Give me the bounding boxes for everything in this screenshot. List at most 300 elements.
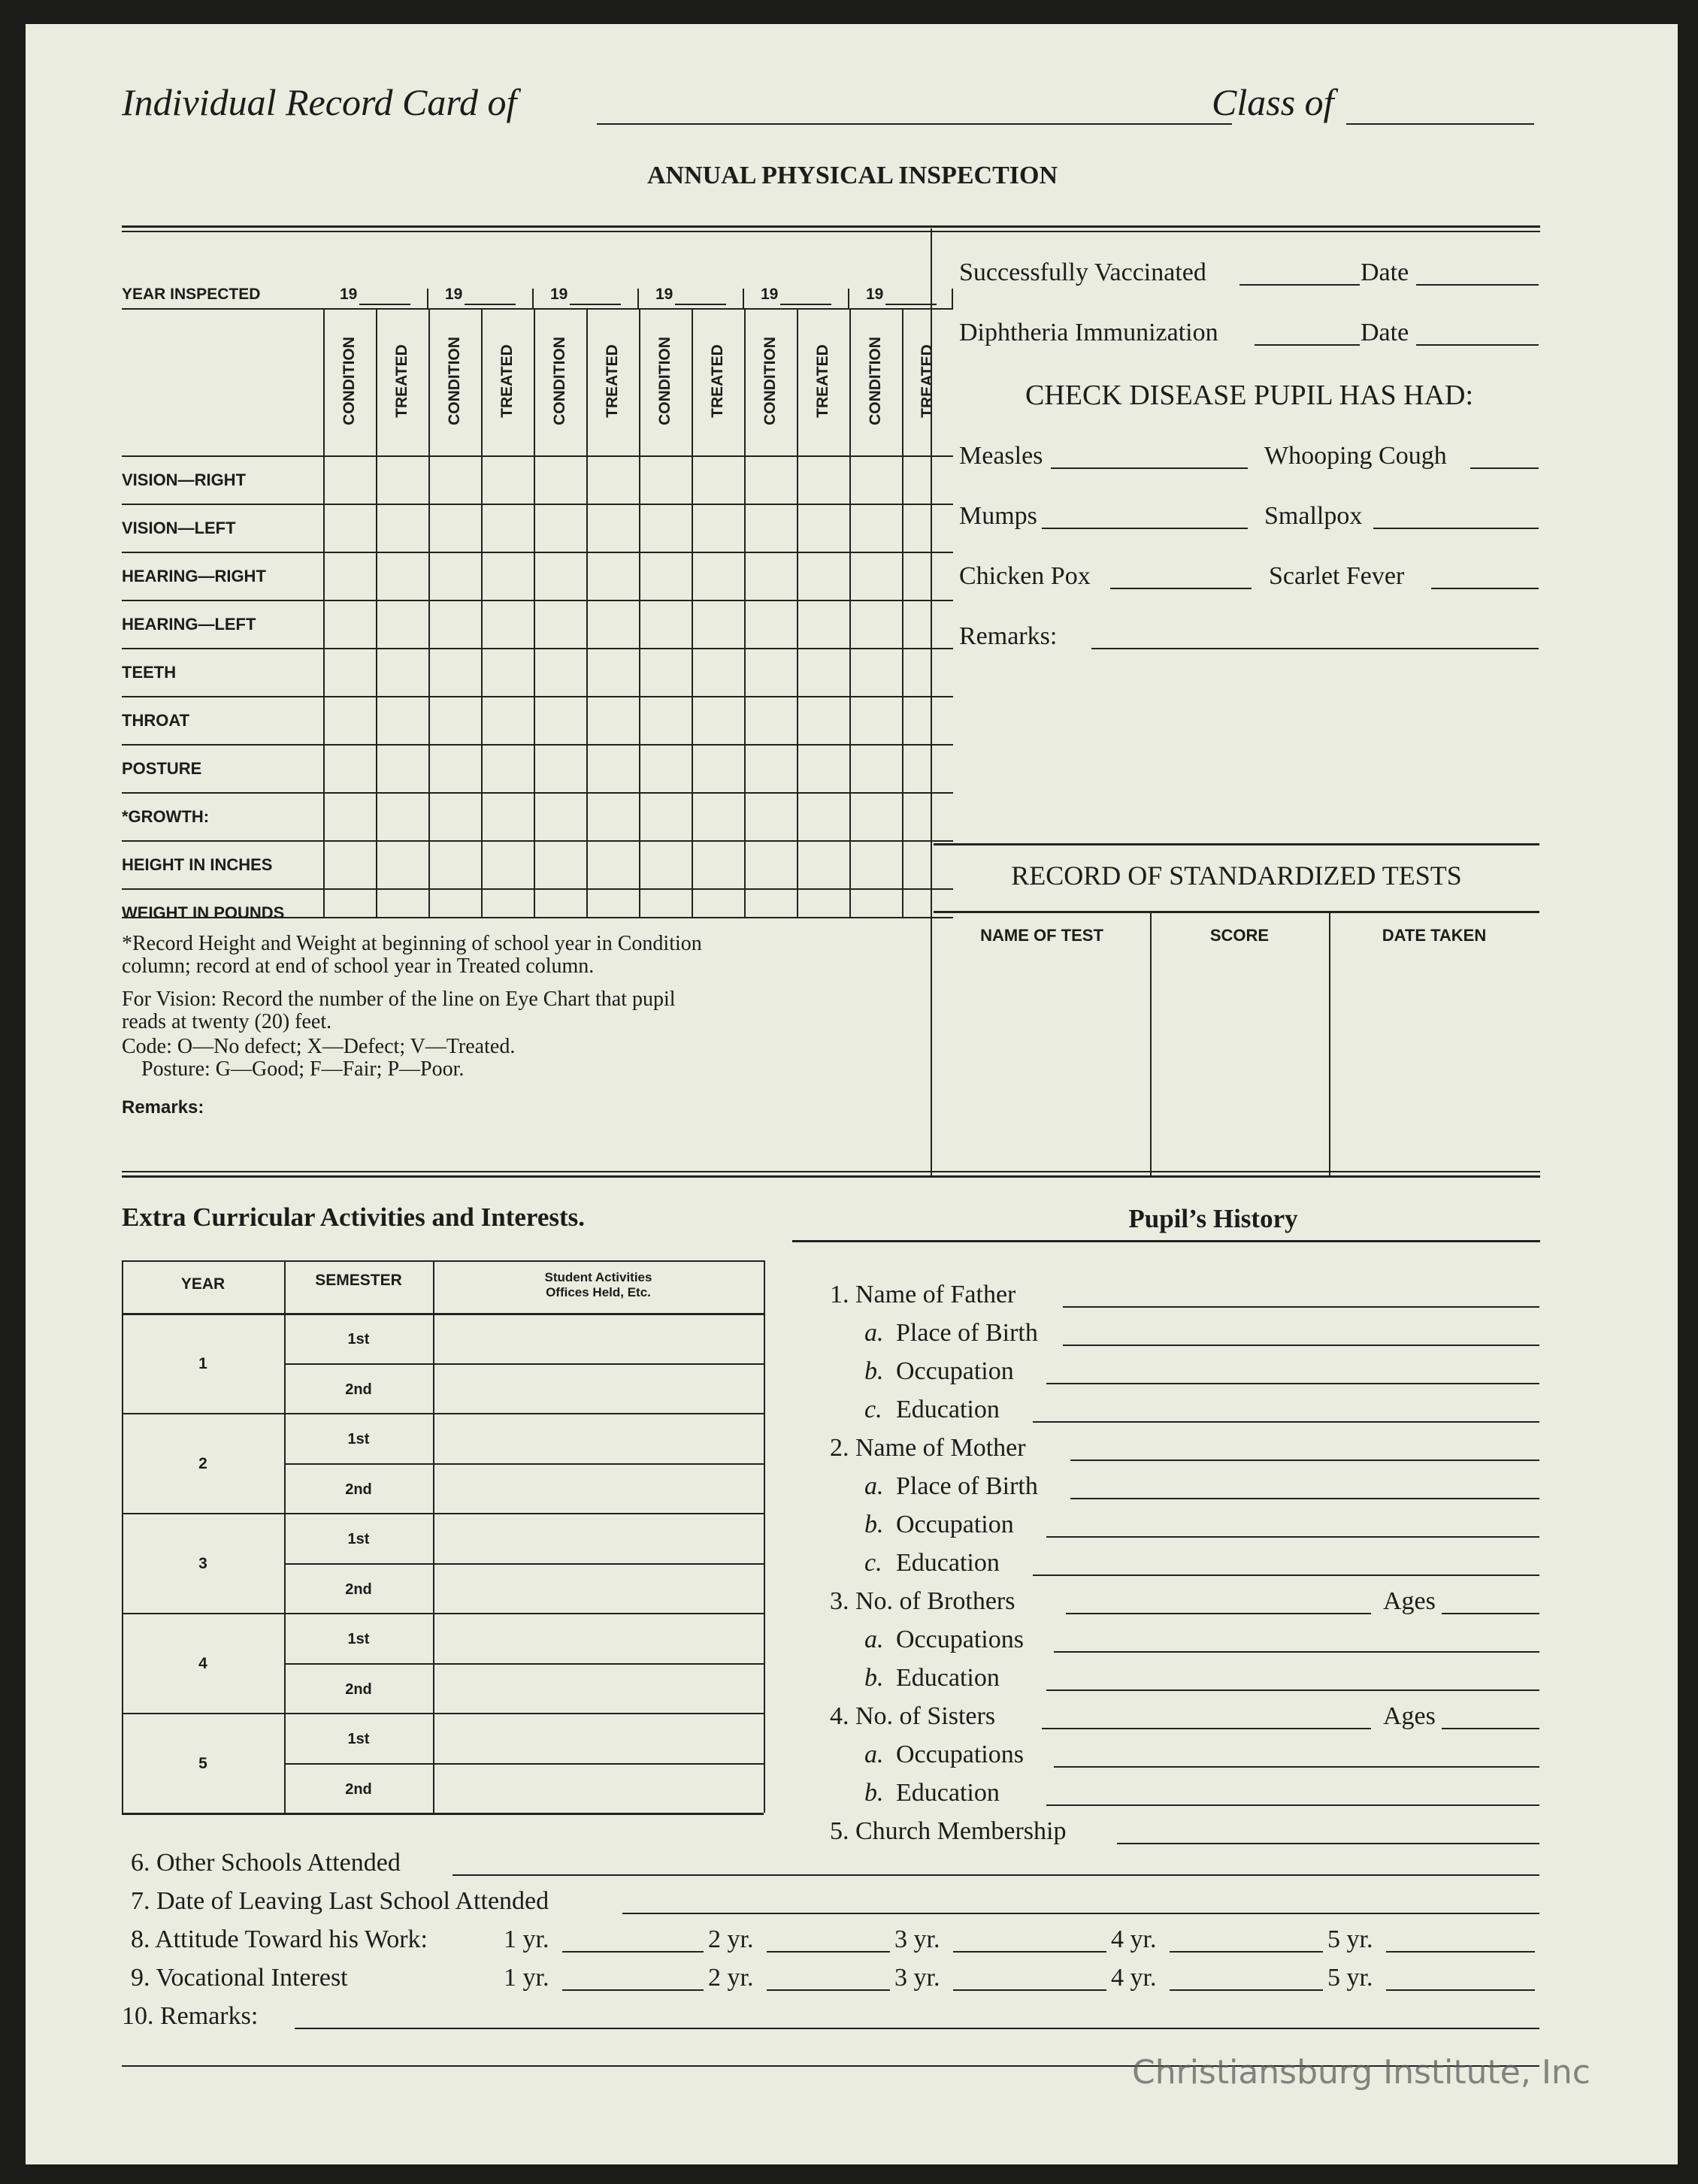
- history-fill-line[interactable]: [1033, 1574, 1539, 1576]
- grid-col-header-condition: CONDITION: [551, 337, 568, 425]
- year-fill-line[interactable]: [1170, 1951, 1323, 1953]
- note-line-1: *Record Height and Weight at beginning of school year in Condition: [122, 932, 702, 955]
- activity-semester: 1st: [347, 1331, 370, 1348]
- grid-cell[interactable]: [376, 888, 428, 936]
- activity-year: 3: [198, 1555, 207, 1572]
- year-fill-line[interactable]: [570, 304, 621, 305]
- note-line-3: For Vision: Record the number of the line on Eye Chart that pupil: [122, 988, 676, 1011]
- scarlet-fever-line[interactable]: [1431, 588, 1539, 589]
- year-fill-line[interactable]: [1386, 1989, 1535, 1991]
- activity-year: 5: [198, 1755, 207, 1772]
- record-card: [26, 24, 1678, 2164]
- grid-col-header-treated: TREATED: [393, 344, 410, 418]
- question-8: 8. Attitude Toward his Work:: [131, 1925, 428, 1953]
- history-sub-label: Education: [896, 1396, 1000, 1423]
- grid-cell[interactable]: [902, 648, 953, 696]
- grid-cell[interactable]: [639, 888, 692, 936]
- grid-cell[interactable]: [323, 455, 376, 504]
- grid-cell[interactable]: [428, 744, 481, 792]
- grid-cell[interactable]: [323, 600, 376, 648]
- grid-cell[interactable]: [428, 888, 481, 936]
- grid-cell[interactable]: [323, 552, 376, 600]
- activity-cell[interactable]: [433, 1463, 764, 1514]
- disease-whooping-cough: Whooping Cough: [1264, 442, 1447, 470]
- grid-cell[interactable]: [902, 504, 953, 552]
- history-fill-line[interactable]: [1063, 1306, 1539, 1308]
- grid-cell[interactable]: [428, 504, 481, 552]
- grid-cell[interactable]: [586, 504, 639, 552]
- grid-col-header-condition: CONDITION: [656, 337, 673, 425]
- grid-cell[interactable]: [323, 840, 376, 888]
- history-sub-label: Place of Birth: [896, 1319, 1038, 1347]
- question-9: 9. Vocational Interest: [131, 1964, 348, 1992]
- history-sub-label: Occupation: [896, 1357, 1014, 1385]
- grid-cell[interactable]: [902, 455, 953, 504]
- tests-divider-2: [1329, 911, 1330, 1175]
- year-label: 19: [445, 286, 463, 303]
- year-fill-line[interactable]: [780, 304, 831, 305]
- activity-cell[interactable]: [433, 1513, 764, 1563]
- grid-cell[interactable]: [323, 648, 376, 696]
- grid-cell[interactable]: [692, 888, 744, 936]
- year-divider: [743, 289, 744, 308]
- year-label: 4 yr.: [1111, 1925, 1157, 1953]
- history-sub-label: Education: [896, 1779, 1000, 1807]
- grid-cell[interactable]: [849, 840, 902, 888]
- grid-cell[interactable]: [428, 696, 481, 744]
- activity-year: 4: [198, 1655, 207, 1672]
- history-sub-marker: b.: [864, 1511, 884, 1538]
- grid-cell[interactable]: [323, 744, 376, 792]
- grid-cell[interactable]: [902, 600, 953, 648]
- grid-cell[interactable]: [744, 696, 797, 744]
- grid-cell[interactable]: [534, 792, 586, 840]
- year-label: 1 yr.: [504, 1925, 549, 1953]
- grid-cell[interactable]: [849, 552, 902, 600]
- grid-cell[interactable]: [797, 504, 849, 552]
- history-fill-line[interactable]: [1046, 1383, 1539, 1384]
- history-fill-line[interactable]: [1046, 1536, 1539, 1538]
- disease-mumps: Mumps: [959, 502, 1037, 530]
- table-top-rule: [122, 1260, 764, 1262]
- history-fill-line[interactable]: [1070, 1498, 1539, 1499]
- grid-cell[interactable]: [797, 696, 849, 744]
- year-fill-line[interactable]: [1170, 1989, 1323, 1991]
- grid-cell[interactable]: [692, 744, 744, 792]
- history-sub-marker: b.: [864, 1779, 884, 1807]
- grid-cell[interactable]: [586, 600, 639, 648]
- activity-semester: 1st: [347, 1531, 370, 1547]
- activity-cell[interactable]: [433, 1613, 764, 1663]
- activity-cell[interactable]: [433, 1663, 764, 1714]
- health-remarks-label: Remarks:: [959, 622, 1058, 650]
- grid-row-label: TEETH: [122, 663, 177, 682]
- history-question: 5. Church Membership: [830, 1817, 1067, 1845]
- grid-cell[interactable]: [534, 840, 586, 888]
- grid-cell[interactable]: [323, 888, 376, 936]
- grid-cell[interactable]: [534, 648, 586, 696]
- grid-cell[interactable]: [586, 840, 639, 888]
- class-label: Class of: [1212, 81, 1334, 123]
- grid-row-label: HEARING—RIGHT: [122, 567, 266, 585]
- year-label: 3 yr.: [894, 1925, 940, 1953]
- year-fill-line[interactable]: [675, 304, 726, 305]
- grid-cell[interactable]: [481, 455, 534, 504]
- history-fill-line[interactable]: [1063, 1345, 1539, 1346]
- grid-cell[interactable]: [692, 455, 744, 504]
- watermark: Christiansburg Institute, Inc: [1132, 2053, 1591, 2092]
- grid-cell[interactable]: [902, 744, 953, 792]
- grid-cell[interactable]: [586, 888, 639, 936]
- note-line-4: reads at twenty (20) feet.: [122, 1010, 332, 1033]
- history-sub-marker: c.: [864, 1396, 882, 1423]
- vaccinated-line[interactable]: [1239, 284, 1360, 286]
- vaccinated-label: Successfully Vaccinated: [959, 259, 1206, 286]
- year-fill-line[interactable]: [359, 304, 410, 305]
- history-fill-line[interactable]: [1042, 1728, 1371, 1729]
- grid-row-label: HEIGHT IN INCHES: [122, 855, 273, 874]
- history-sub-marker: a.: [864, 1626, 884, 1653]
- grid-cell[interactable]: [692, 696, 744, 744]
- history-fill-line[interactable]: [1066, 1613, 1371, 1614]
- grid-cell[interactable]: [376, 455, 428, 504]
- history-fill-line[interactable]: [1046, 1804, 1539, 1806]
- year-fill-line[interactable]: [953, 1989, 1106, 1991]
- rule-top: [122, 225, 1540, 228]
- grid-cell[interactable]: [534, 888, 586, 936]
- history-fill-line[interactable]: [1070, 1460, 1539, 1461]
- year-rule: [122, 1813, 764, 1815]
- question-6: 6. Other Schools Attended: [131, 1849, 401, 1877]
- grid-cell[interactable]: [744, 648, 797, 696]
- grid-cell[interactable]: [744, 888, 797, 936]
- diphtheria-date-label: Date: [1361, 319, 1409, 346]
- col-year: YEAR: [180, 1275, 225, 1293]
- grid-cell[interactable]: [744, 455, 797, 504]
- grid-cell[interactable]: [744, 504, 797, 552]
- tests-rule-top: [934, 843, 1539, 845]
- history-sub-marker: b.: [864, 1664, 884, 1692]
- tests-title: RECORD OF STANDARDIZED TESTS: [1011, 861, 1462, 891]
- year-divider: [952, 289, 953, 308]
- year-fill-line[interactable]: [562, 1951, 704, 1953]
- year-fill-line[interactable]: [465, 304, 516, 305]
- grid-cell[interactable]: [534, 455, 586, 504]
- q10-line[interactable]: [295, 2028, 1539, 2029]
- grid-cell[interactable]: [639, 552, 692, 600]
- history-fill-line[interactable]: [1054, 1651, 1539, 1653]
- activity-cell[interactable]: [433, 1413, 764, 1463]
- year-label: 19: [340, 286, 358, 303]
- grid-cell[interactable]: [376, 744, 428, 792]
- year-label: 4 yr.: [1111, 1964, 1157, 1992]
- grid-col-header-treated: TREATED: [604, 344, 621, 418]
- grid-cell[interactable]: [481, 888, 534, 936]
- year-label: 19: [655, 286, 673, 303]
- history-sub-marker: a.: [864, 1741, 884, 1768]
- q6-line[interactable]: [452, 1874, 1539, 1876]
- grid-row-label: VISION—RIGHT: [122, 470, 247, 489]
- tests-col-date: DATE TAKEN: [1382, 926, 1487, 945]
- rule-mid: [122, 1171, 1540, 1172]
- grid-cell[interactable]: [534, 504, 586, 552]
- grid-cell[interactable]: [481, 600, 534, 648]
- grid-cell[interactable]: [797, 648, 849, 696]
- measles-line[interactable]: [1051, 467, 1248, 469]
- year-fill-line[interactable]: [885, 304, 937, 305]
- grid-cell[interactable]: [428, 792, 481, 840]
- history-question: 2. Name of Mother: [830, 1434, 1026, 1462]
- history-question: 1. Name of Father: [830, 1281, 1016, 1308]
- grid-cell[interactable]: [534, 552, 586, 600]
- grid-cell[interactable]: [797, 792, 849, 840]
- grid-cell[interactable]: [586, 552, 639, 600]
- grid-cell[interactable]: [639, 600, 692, 648]
- year-fill-line[interactable]: [767, 1951, 890, 1953]
- grid-cell[interactable]: [481, 552, 534, 600]
- health-remarks-line[interactable]: [1091, 648, 1539, 649]
- grid-cell[interactable]: [902, 792, 953, 840]
- activity-cell[interactable]: [433, 1313, 764, 1363]
- grid-row-label: POSTURE: [122, 759, 202, 778]
- grid-cell[interactable]: [639, 792, 692, 840]
- grid-cell[interactable]: [376, 504, 428, 552]
- rule-top-2: [122, 231, 1540, 232]
- activity-semester: 2nd: [345, 1581, 372, 1598]
- year-divider: [637, 289, 639, 308]
- history-sub-marker: a.: [864, 1472, 884, 1500]
- history-fill-line[interactable]: [1117, 1843, 1539, 1844]
- grid-col-header-treated: TREATED: [498, 344, 516, 418]
- history-fill-line[interactable]: [1054, 1766, 1539, 1768]
- grid-cell[interactable]: [849, 504, 902, 552]
- year-label: 5 yr.: [1327, 1964, 1373, 1992]
- grid-cell[interactable]: [744, 792, 797, 840]
- history-sub-label: Occupations: [896, 1626, 1024, 1653]
- grid-cell[interactable]: [692, 552, 744, 600]
- activity-semester: 2nd: [345, 1780, 372, 1798]
- activities-title: Extra Curricular Activities and Interests.: [122, 1202, 586, 1232]
- grid-cell[interactable]: [692, 600, 744, 648]
- activity-cell[interactable]: [433, 1713, 764, 1763]
- question-7: 7. Date of Leaving Last School Attended: [131, 1887, 549, 1915]
- history-ages-line[interactable]: [1442, 1728, 1539, 1729]
- year-fill-line[interactable]: [1386, 1951, 1535, 1953]
- grid-bottom-rule: [122, 917, 953, 918]
- disease-scarlet-fever: Scarlet Fever: [1269, 562, 1405, 590]
- diphtheria-line[interactable]: [1255, 344, 1360, 346]
- grid-cell[interactable]: [428, 455, 481, 504]
- grid-cell[interactable]: [797, 744, 849, 792]
- disease-chicken-pox: Chicken Pox: [959, 562, 1091, 590]
- check-disease-title: CHECK DISEASE PUPIL HAS HAD:: [1025, 380, 1474, 411]
- grid-cell[interactable]: [376, 600, 428, 648]
- history-ages-line[interactable]: [1442, 1613, 1539, 1614]
- grid-cell[interactable]: [744, 552, 797, 600]
- grid-cell[interactable]: [376, 552, 428, 600]
- history-sub-label: Education: [896, 1549, 1000, 1577]
- activity-cell[interactable]: [433, 1763, 764, 1813]
- grid-cell[interactable]: [481, 744, 534, 792]
- grid-cell[interactable]: [849, 744, 902, 792]
- grid-cell[interactable]: [428, 600, 481, 648]
- year-inspected-label: YEAR INSPECTED: [122, 286, 261, 303]
- activity-semester: 2nd: [345, 1381, 372, 1398]
- grid-cell[interactable]: [639, 840, 692, 888]
- activity-cell[interactable]: [433, 1363, 764, 1414]
- grid-cell[interactable]: [428, 840, 481, 888]
- grid-cell[interactable]: [323, 696, 376, 744]
- activity-semester: 1st: [347, 1431, 370, 1447]
- table-right-edge: [764, 1260, 765, 1813]
- grid-cell[interactable]: [797, 888, 849, 936]
- history-sub-label: Place of Birth: [896, 1472, 1038, 1500]
- grid-cell[interactable]: [849, 888, 902, 936]
- grid-cell[interactable]: [639, 648, 692, 696]
- grid-cell[interactable]: [639, 504, 692, 552]
- q7-line[interactable]: [622, 1913, 1539, 1914]
- grid-cell[interactable]: [376, 696, 428, 744]
- grid-cell[interactable]: [586, 744, 639, 792]
- grid-cell[interactable]: [902, 552, 953, 600]
- grid-cell[interactable]: [639, 744, 692, 792]
- name-line[interactable]: [597, 123, 1232, 125]
- grid-cell[interactable]: [586, 455, 639, 504]
- grid-cell[interactable]: [692, 648, 744, 696]
- col-semester: SEMESTER: [315, 1272, 402, 1289]
- grid-cell[interactable]: [744, 744, 797, 792]
- grid-cell[interactable]: [481, 792, 534, 840]
- grid-col-header-condition: CONDITION: [867, 337, 884, 425]
- grid-cell[interactable]: [744, 840, 797, 888]
- year-divider: [532, 289, 534, 308]
- grid-cell[interactable]: [849, 600, 902, 648]
- grid-cell[interactable]: [323, 504, 376, 552]
- history-sub-marker: b.: [864, 1357, 884, 1385]
- history-sub-label: Occupation: [896, 1511, 1014, 1538]
- grid-cell[interactable]: [586, 648, 639, 696]
- grid-cell[interactable]: [534, 696, 586, 744]
- form-subtitle: ANNUAL PHYSICAL INSPECTION: [647, 162, 1058, 189]
- grid-cell[interactable]: [744, 600, 797, 648]
- activity-semester: 2nd: [345, 1481, 372, 1498]
- history-fill-line[interactable]: [1046, 1689, 1539, 1691]
- grid-cell[interactable]: [376, 840, 428, 888]
- grid-cell[interactable]: [849, 648, 902, 696]
- inspection-remarks: Remarks:: [122, 1097, 204, 1118]
- grid-col-header-condition: CONDITION: [761, 337, 779, 425]
- grid-cell[interactable]: [692, 504, 744, 552]
- year-fill-line[interactable]: [767, 1989, 890, 1991]
- grid-cell[interactable]: [376, 792, 428, 840]
- year-label: 3 yr.: [894, 1964, 940, 1992]
- grid-col-header-condition: CONDITION: [341, 337, 358, 425]
- smallpox-line[interactable]: [1373, 528, 1539, 529]
- grid-cell[interactable]: [849, 696, 902, 744]
- grid-cell[interactable]: [323, 792, 376, 840]
- activity-semester: 1st: [347, 1631, 370, 1647]
- grid-col-header-treated: TREATED: [814, 344, 831, 418]
- disease-smallpox: Smallpox: [1264, 502, 1363, 530]
- disease-measles: Measles: [959, 442, 1043, 470]
- grid-cell[interactable]: [692, 792, 744, 840]
- grid-cell[interactable]: [428, 648, 481, 696]
- grid-cell[interactable]: [481, 696, 534, 744]
- grid-cell[interactable]: [902, 696, 953, 744]
- grid-cell[interactable]: [692, 840, 744, 888]
- grid-col-header-treated: TREATED: [709, 344, 726, 418]
- whooping-cough-line[interactable]: [1470, 467, 1539, 469]
- grid-cell[interactable]: [534, 744, 586, 792]
- grid-cell[interactable]: [534, 600, 586, 648]
- grid-cell[interactable]: [376, 648, 428, 696]
- grid-header-rule: [122, 308, 953, 310]
- vaccinated-date-line[interactable]: [1416, 284, 1539, 286]
- class-line[interactable]: [1346, 123, 1534, 125]
- tests-divider-1: [1150, 911, 1152, 1175]
- grid-cell[interactable]: [481, 648, 534, 696]
- year-fill-line[interactable]: [953, 1951, 1106, 1953]
- col-activities: Offices Held, Etc.: [546, 1285, 651, 1299]
- grid-cell[interactable]: [639, 455, 692, 504]
- grid-cell[interactable]: [586, 696, 639, 744]
- grid-row-label: WEIGHT IN POUNDS: [122, 903, 285, 922]
- grid-cell[interactable]: [797, 600, 849, 648]
- history-ages-label: Ages: [1383, 1587, 1436, 1615]
- activity-semester: 2nd: [345, 1680, 372, 1698]
- tests-rule-header: [934, 911, 1539, 913]
- activity-semester: 1st: [347, 1731, 370, 1747]
- activity-cell[interactable]: [433, 1563, 764, 1614]
- grid-cell[interactable]: [849, 792, 902, 840]
- year-label: 19: [866, 286, 884, 303]
- grid-row-label: HEARING—LEFT: [122, 615, 256, 634]
- year-fill-line[interactable]: [562, 1989, 704, 1991]
- grid-cell[interactable]: [481, 504, 534, 552]
- grid-cell[interactable]: [639, 696, 692, 744]
- grid-col-header-treated: TREATED: [919, 344, 936, 418]
- grid-cell[interactable]: [797, 552, 849, 600]
- note-line-6: Posture: G—Good; F—Fair; P—Poor.: [141, 1057, 465, 1081]
- card-title: Individual Record Card of: [122, 81, 517, 123]
- chicken-pox-line[interactable]: [1110, 588, 1252, 589]
- grid-cell[interactable]: [797, 840, 849, 888]
- question-10: 10. Remarks:: [122, 2002, 259, 2030]
- grid-cell[interactable]: [849, 455, 902, 504]
- history-fill-line[interactable]: [1033, 1421, 1539, 1423]
- table-left-edge: [122, 1260, 123, 1813]
- year-label: 5 yr.: [1327, 1925, 1373, 1953]
- mumps-line[interactable]: [1042, 528, 1248, 529]
- diphtheria-date-line[interactable]: [1416, 344, 1539, 346]
- history-sub-label: Occupations: [896, 1741, 1024, 1768]
- grid-cell[interactable]: [428, 552, 481, 600]
- year-label: 19: [550, 286, 568, 303]
- grid-row-label: VISION—LEFT: [122, 519, 236, 537]
- year-label: 2 yr.: [708, 1964, 754, 1992]
- grid-cell[interactable]: [797, 455, 849, 504]
- grid-row-label: THROAT: [122, 711, 190, 730]
- note-line-5: Code: O—No defect; X—Defect; V—Treated.: [122, 1035, 516, 1058]
- history-sub-label: Education: [896, 1664, 1000, 1692]
- grid-row-label: *GROWTH:: [122, 807, 210, 826]
- tests-col-name: NAME OF TEST: [980, 926, 1103, 945]
- grid-cell[interactable]: [586, 792, 639, 840]
- center-divider: [931, 228, 932, 1175]
- vaccinated-date-label: Date: [1361, 259, 1409, 286]
- grid-cell[interactable]: [481, 840, 534, 888]
- note-line-2: column; record at end of school year in Treated column.: [122, 954, 595, 978]
